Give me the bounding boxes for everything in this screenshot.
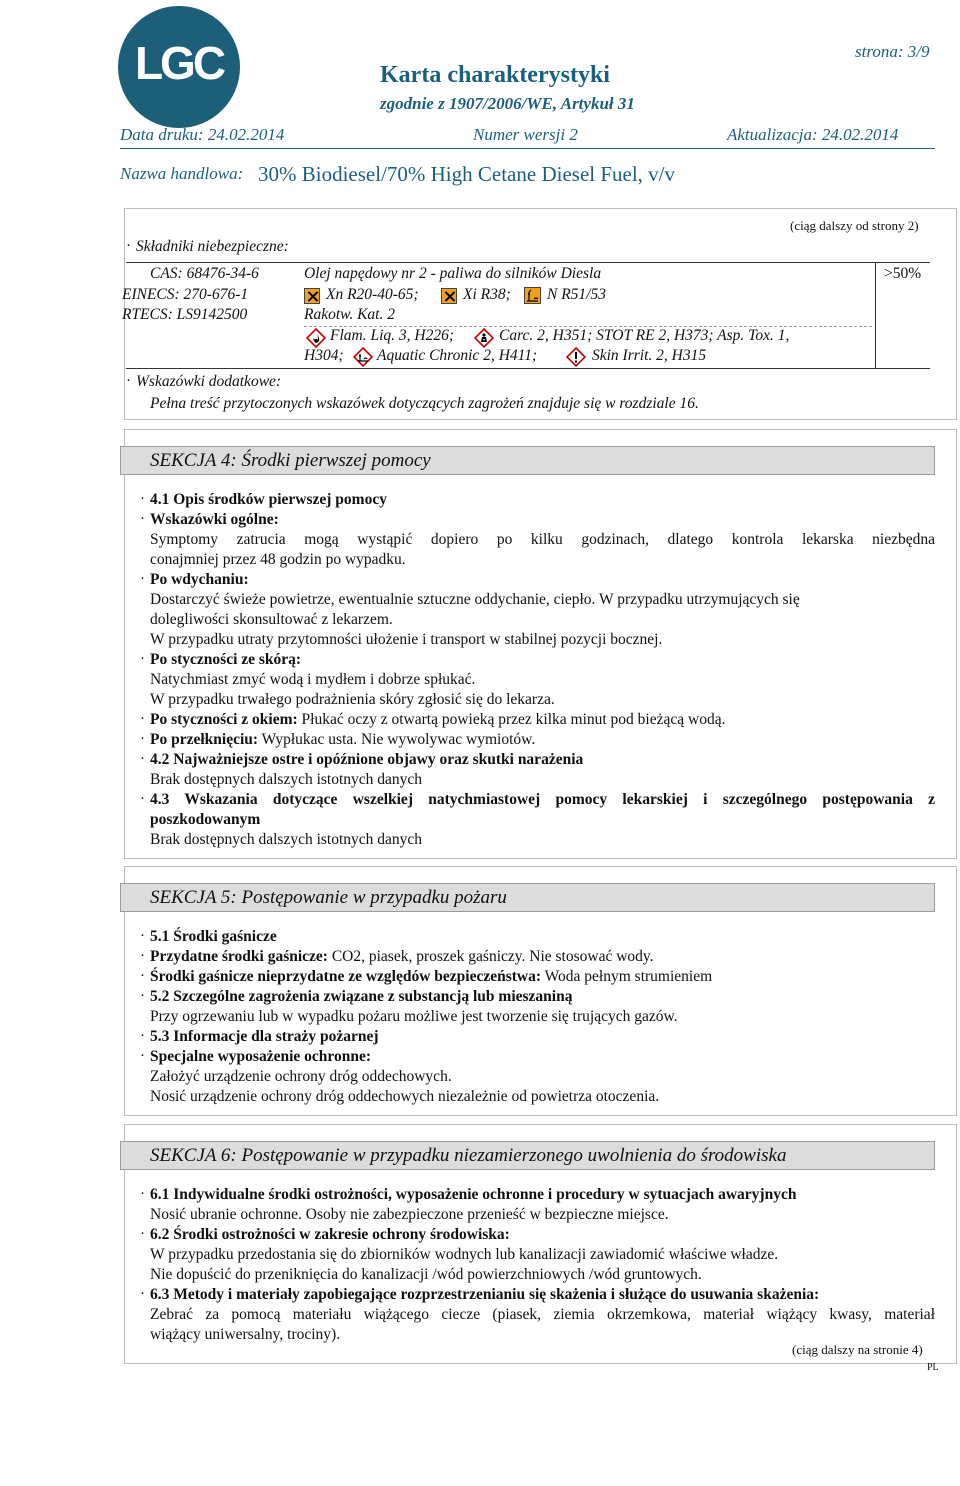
s5-suitable-line — [150, 948, 654, 966]
einecs-number: EINECS: 270-676-1 — [122, 286, 249, 303]
print-date: Data druku: 24.02.2014 — [120, 125, 285, 144]
section-4-title: SEKCJA 4: Środki pierwszej pomocy — [150, 450, 431, 471]
s4-skin-line1: Natychmiast zmyć wodą i mydłem i dobrze spłukać. — [150, 671, 476, 688]
s4-inhalation-line1: Dostarczyć świeże powietrze, ewentualnie sztuczne oddychanie, ciepło. W przypadku utrzymujących się — [150, 591, 800, 608]
extra-info-text: Pełna treść przytoczonych wskazówek dotyczących zagrożeń znajduje się w rozdziale 16. — [150, 395, 699, 412]
s6-2-heading: 6.2 Środki ostrożności w zakresie ochrony środowiska: — [150, 1226, 510, 1243]
s4-inhalation-line3: W przypadku utraty przytomności ułożenie i transport w stabilnej pozycji bocznej. — [150, 631, 663, 648]
language-code: PL — [927, 1362, 939, 1373]
document-subtitle: zgodnie z 1907/2006/WE, Artykuł 31 — [380, 94, 635, 113]
s4-3-heading-line1: 4.3 Wskazania dotyczące wszelkiej natychmiastowej pomocy lekarskiej i szczególnego postępowania z — [150, 791, 935, 808]
irritant-x-icon — [441, 288, 457, 304]
continued-to: (ciąg dalszy na stronie 4) — [792, 1342, 923, 1357]
exclamation-mark-icon — [566, 347, 586, 367]
environment-icon — [353, 347, 373, 367]
section-5-title: SEKCJA 5: Postępowanie w przypadku pożaru — [150, 887, 507, 908]
concentration: >50% — [884, 265, 922, 282]
class-xn: Xn R20-40-65; — [326, 286, 419, 303]
clp-h304: H304; — [304, 347, 344, 364]
cas-number: CAS: 68476-34-6 — [150, 265, 259, 282]
page-number: strona: 3/9 — [855, 42, 930, 61]
section-6-header — [120, 1141, 935, 1170]
s4-general-heading: Wskazówki ogólne: — [150, 511, 279, 528]
s5-equipment-line2: Nosić urządzenie ochrony dróg oddechowych niezależnie od powietrza otoczenia. — [150, 1088, 660, 1105]
rakotw-class: Rakotw. Kat. 2 — [304, 306, 395, 323]
s5-1-heading: 5.1 Środki gaśnicze — [150, 928, 277, 945]
s6-3-heading: 6.3 Metody i materiały zapobiegające rozprzestrzenianiu się skażenia i służące do usuwania skażenia: — [150, 1286, 820, 1303]
s4-eye-line — [150, 711, 725, 729]
update-date: Aktualizacja: 24.02.2014 — [727, 125, 899, 144]
table-top-rule — [126, 262, 930, 263]
s4-eye-heading: Po styczności z okiem: — [150, 711, 298, 728]
rtecs-number: RTECS: LS9142500 — [122, 306, 248, 323]
flame-icon — [306, 328, 326, 348]
s5-unsuitable-line — [150, 968, 712, 986]
s4-general-line2: conajmniej przez 48 godzin po wypadku. — [150, 551, 406, 568]
s6-1-heading: 6.1 Indywidualne środki ostrożności, wyposażenie ochronne i procedury w sytuacjach awaryjnych — [150, 1186, 797, 1203]
ingredients-heading: Składniki niebezpieczne: — [136, 238, 289, 255]
s4-ingestion-text: Wypłukac usta. Nie wywolywac wymiotów. — [261, 731, 536, 748]
s4-3-text: Brak dostępnych dalszych istotnych danych — [150, 831, 423, 848]
s4-eye-text: Płukać oczy z otwartą powieką przez kilka minut pod bieżącą wodą. — [301, 711, 726, 728]
s6-2-line2: Nie dopuścić do przeniknięcia do kanalizacji /wód powierzchniowych /wód gruntowych. — [150, 1266, 702, 1283]
clp-aquatic: Aquatic Chronic 2, H411; — [377, 347, 538, 364]
environment-hazard-icon — [524, 287, 541, 304]
logo-text: LGC — [134, 37, 224, 89]
clp-flam-liq: Flam. Liq. 3, H226; — [330, 327, 454, 344]
trade-name-label: Nazwa handlowa: — [120, 164, 244, 183]
s4-skin-heading: Po styczności ze skórą: — [150, 651, 302, 668]
section-4-header — [120, 446, 935, 475]
s4-1-heading: 4.1 Opis środków pierwszej pomocy — [150, 491, 387, 508]
s4-inhalation-heading: Po wdychaniu: — [150, 571, 249, 588]
version-number: Numer wersji 2 — [473, 125, 578, 144]
substance-name: Olej napędowy nr 2 - paliwa do silników Diesla — [304, 265, 602, 282]
extra-info-heading: Wskazówki dodatkowe: — [136, 373, 282, 390]
s5-suitable-heading: Przydatne środki gaśnicze: — [150, 948, 328, 965]
continued-from: (ciąg dalszy od strony 2) — [790, 218, 919, 233]
class-xi: Xi R38; — [463, 286, 511, 303]
s4-ingestion-heading: Po przełknięciu: — [150, 731, 259, 748]
s4-3-heading-line2: poszkodowanym — [150, 811, 261, 828]
s5-2-text: Przy ogrzewaniu lub w wypadku pożaru możliwe jest tworzenie się trujących gazów. — [150, 1008, 678, 1025]
s5-2-heading: 5.2 Szczególne zagrożenia związane z substancją lub mieszaniną — [150, 988, 573, 1005]
lgc-logo — [118, 6, 240, 128]
section-5-header — [120, 883, 935, 912]
class-n: N R51/53 — [547, 286, 606, 303]
s5-equipment-heading: Specjalne wyposażenie ochronne: — [150, 1048, 372, 1065]
s5-suitable-text: CO2, piasek, proszek gaśniczy. Nie stosować wody. — [331, 948, 654, 965]
header-rule — [120, 148, 935, 149]
s4-general-line1: Symptomy zatrucia mogą wystąpić dopiero po kilku godzinach, dlatego kontrola lekarska niezbędna — [150, 531, 935, 548]
trade-name-value: 30% Biodiesel/70% High Cetane Diesel Fuel, v/v — [258, 162, 676, 186]
s5-3-heading: 5.3 Informacje dla straży pożarnej — [150, 1028, 379, 1045]
clp-carc: Carc. 2, H351; STOT RE 2, H373; Asp. Tox. 1, — [499, 327, 790, 344]
s4-2-heading: 4.2 Najważniejsze ostre i opóźnione objawy oraz skutki narażenia — [150, 751, 584, 768]
s6-1-text: Nosić ubranie ochronne. Osoby nie zabezpieczone przenieść w bezpieczne miejsce. — [150, 1206, 669, 1223]
s5-unsuitable-heading: Środki gaśnicze nieprzydatne ze względów bezpieczeństwa: — [150, 968, 542, 985]
table-bottom-rule — [126, 368, 930, 369]
s6-2-line1: W przypadku przedostania się do zbiorników wodnych lub kanalizacji zawiadomić właściwe władze. — [150, 1246, 779, 1263]
s6-3-line1: Zebrać za pomocą materiału wiążącego ciecze (piasek, ziemia okrzemkowa, materiał wiążący kwasy, materiał — [150, 1306, 935, 1323]
harmful-x-icon — [304, 288, 320, 304]
clp-skin-irrit: Skin Irrit. 2, H315 — [592, 347, 707, 364]
s5-unsuitable-text: Woda pełnym strumieniem — [544, 968, 713, 985]
s4-inhalation-line2: dolegliwości skonsultować z lekarzem. — [150, 611, 393, 628]
s4-2-text: Brak dostępnych dalszych istotnych danych — [150, 771, 423, 788]
table-col-rule — [875, 262, 876, 368]
s6-3-line2: wiążący uniwersalny, trociny). — [150, 1326, 341, 1343]
health-hazard-icon — [474, 328, 494, 348]
s5-equipment-line1: Założyć urządzenie ochrony dróg oddechowych. — [150, 1068, 452, 1085]
s4-ingestion-line — [150, 731, 535, 749]
s4-skin-line2: W przypadku trwałego podrażnienia skóry zgłosić się do lekarza. — [150, 691, 555, 708]
section-6-title: SEKCJA 6: Postępowanie w przypadku niezamierzonego uwolnienia do środowiska — [150, 1145, 787, 1166]
document-title: Karta charakterystyki — [380, 62, 610, 88]
